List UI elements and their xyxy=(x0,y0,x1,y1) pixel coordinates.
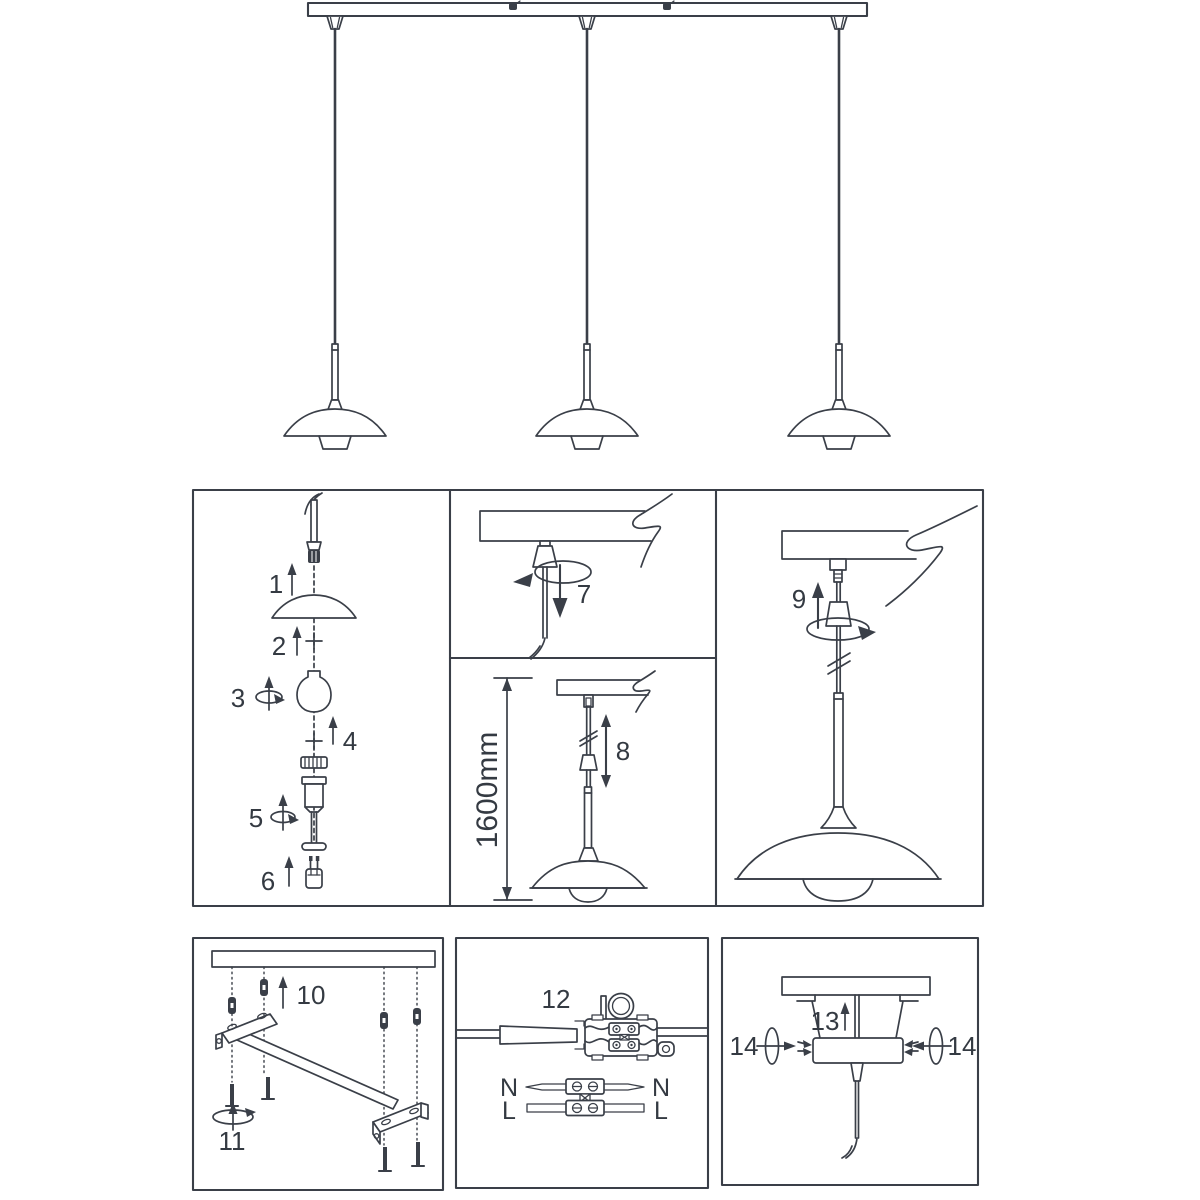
overview-assembled-lamp xyxy=(284,1,890,449)
cord xyxy=(311,500,317,542)
screw-icon xyxy=(412,1142,424,1166)
ceiling xyxy=(782,977,930,995)
cord-grip xyxy=(851,1063,863,1081)
step-6-label: 6 xyxy=(260,866,276,896)
diffuser xyxy=(571,436,603,449)
step-8-label: 8 xyxy=(615,736,631,766)
lamp-shade xyxy=(284,409,386,436)
step-2-label: 2 xyxy=(271,631,287,661)
shade-holder xyxy=(579,848,598,861)
double-arrow-icon xyxy=(601,714,611,788)
wire-l-left-label: L xyxy=(502,1097,516,1125)
socket-plug xyxy=(308,550,320,563)
mains-cable xyxy=(456,1030,500,1038)
panel-step-13-14-canopy-mounting xyxy=(722,938,978,1185)
up-arrow-icon xyxy=(293,626,302,655)
step-14-right-label: 14 xyxy=(947,1031,977,1061)
lamp-shade xyxy=(788,409,890,436)
shade-holder xyxy=(821,807,856,828)
panel-step-9-cord-lock xyxy=(735,506,977,901)
cord-grip xyxy=(327,16,343,29)
down-arrow-icon xyxy=(553,565,568,618)
ceiling-bar-section xyxy=(557,671,655,712)
step-3-label: 3 xyxy=(230,683,246,713)
up-arrow-icon xyxy=(285,856,294,886)
mounting-bracket xyxy=(216,1012,428,1144)
panel-step-10-11-ceiling-bracket xyxy=(193,938,443,1190)
lamp-shade xyxy=(272,595,356,618)
ceiling-bar-section xyxy=(480,494,672,567)
panel-step-1-6-shade-assembly xyxy=(231,493,357,896)
wall-plug-icon xyxy=(413,1008,421,1025)
panel-border xyxy=(456,938,708,1188)
cord xyxy=(587,707,591,755)
cable xyxy=(855,995,859,1038)
hanger-fitting xyxy=(584,695,593,707)
suspension-tube xyxy=(585,787,592,848)
step-1-label: 1 xyxy=(268,569,284,599)
diffuser xyxy=(823,436,855,449)
screw-icon xyxy=(226,1084,238,1106)
cable-sleeve xyxy=(500,1026,577,1044)
rotate-arrow-icon xyxy=(256,676,285,710)
terminal-block-assembly xyxy=(456,994,708,1061)
wall-plug-icon xyxy=(380,1012,388,1029)
up-arrow-icon xyxy=(288,563,297,595)
lamp-shade xyxy=(536,409,638,436)
cord-grip xyxy=(826,602,851,626)
screw-icon xyxy=(379,1147,391,1171)
up-arrow-icon xyxy=(812,582,824,628)
step-9-label: 9 xyxy=(791,584,807,614)
diffuser xyxy=(319,436,351,449)
diffuser xyxy=(803,879,873,901)
break-squiggle xyxy=(886,506,977,606)
cord-grip xyxy=(580,755,597,770)
lamp-shade xyxy=(737,833,939,879)
cord xyxy=(856,1081,859,1138)
wiring-schematic xyxy=(500,1074,670,1125)
strain-relief xyxy=(307,542,321,550)
side-screw-icon xyxy=(798,1040,812,1056)
break-squiggle xyxy=(633,671,655,712)
panel-step-8-height-adjustment xyxy=(471,671,655,902)
rotate-arrow-icon xyxy=(912,1028,951,1064)
cord xyxy=(543,567,547,638)
suspension-tube xyxy=(584,344,590,400)
suspension-tube xyxy=(834,693,843,807)
wire-n-right-label: N xyxy=(651,1074,671,1102)
step-11-label: 11 xyxy=(218,1126,246,1156)
screw-icon xyxy=(262,1077,274,1099)
glass-bulb-cover xyxy=(297,671,331,712)
up-arrow-icon xyxy=(279,976,288,1008)
step-14-left-label: 14 xyxy=(729,1031,759,1061)
up-arrow-icon xyxy=(841,1002,850,1030)
cord-break-mark xyxy=(828,653,850,674)
cord-grip xyxy=(831,16,847,29)
ceiling-bar-section xyxy=(782,506,977,606)
threaded-nipple xyxy=(830,559,846,582)
cord-end xyxy=(529,638,545,659)
step-12-label: 12 xyxy=(541,984,571,1014)
ceiling xyxy=(212,951,435,967)
terminal xyxy=(566,1101,604,1116)
diffuser xyxy=(569,888,607,902)
rotate-arrow-icon xyxy=(271,794,299,830)
step-10-label: 10 xyxy=(296,980,326,1010)
bracket-bar xyxy=(237,1031,398,1109)
bracket-end-plate xyxy=(373,1103,428,1132)
wall-plug-icon xyxy=(260,979,268,996)
suspension-tube xyxy=(836,344,842,400)
break-squiggle xyxy=(633,494,672,567)
cord-grip xyxy=(579,16,595,29)
terminal xyxy=(566,1079,604,1094)
ceiling-bar xyxy=(308,3,867,16)
step-7-label: 7 xyxy=(576,579,592,609)
cord xyxy=(837,582,840,602)
wire-l-right-label: L xyxy=(654,1097,668,1125)
step-5-label: 5 xyxy=(248,803,264,833)
suspension-tube xyxy=(332,344,338,400)
step-13-label: 13 xyxy=(810,1006,840,1036)
wire-n-left-label: N xyxy=(499,1074,519,1102)
panel-step-12-wiring xyxy=(456,938,708,1188)
up-arrow-icon xyxy=(329,716,338,744)
lamp-shade xyxy=(532,861,645,888)
wall-plug-icon xyxy=(228,997,236,1014)
pendant xyxy=(788,16,890,449)
halogen-bulb xyxy=(306,856,322,888)
pendant xyxy=(536,16,638,449)
panel-step-7-cord-release xyxy=(480,494,672,659)
tab xyxy=(658,1042,674,1056)
pendant xyxy=(284,16,386,449)
cord-break-mark xyxy=(580,731,597,746)
step-4-label: 4 xyxy=(342,726,358,756)
rotate-arrow-icon xyxy=(757,1028,796,1064)
canopy-body xyxy=(813,1038,903,1063)
threaded-ring xyxy=(301,757,327,768)
side-screw-icon xyxy=(904,1040,918,1056)
mains-cable xyxy=(657,1028,708,1036)
cord-end xyxy=(842,1138,857,1158)
dimension-label: 1600mm xyxy=(471,731,504,849)
